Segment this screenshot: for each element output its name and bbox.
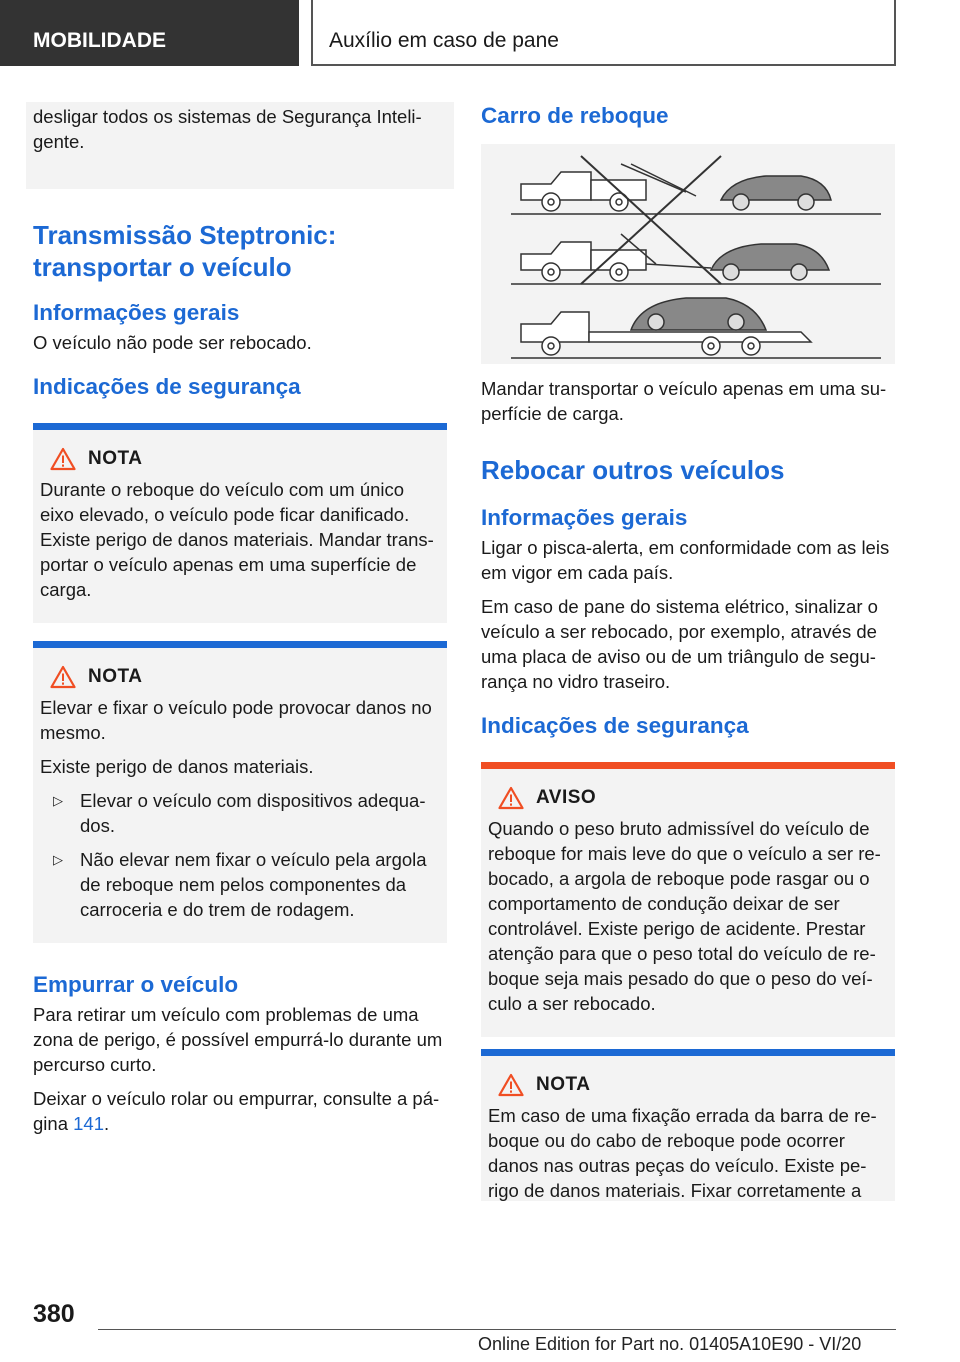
tow-truck-illustration [481,144,895,364]
section-tab [0,0,299,66]
push-heading: Empurrar o veículo [33,972,239,997]
tow-text: Mandar transportar o veículo apenas em uma su‐perfície de carga. [481,378,887,424]
right-column [481,102,895,1201]
push-text-2 [33,1086,447,1136]
info-heading: Informações gerais [33,300,240,325]
left-column [33,102,447,1145]
warning-triangle-icon [50,665,76,689]
note-header [40,447,440,471]
note-box-1 [33,423,447,623]
intro-box [26,102,454,189]
page-number: 380 [33,1300,75,1328]
note-header [40,665,440,689]
warning-triangle-icon [50,447,76,471]
warning-triangle-icon [498,786,524,810]
note-label: NOTA [88,448,143,469]
warning-label: AVISO [536,787,597,808]
note-label: NOTA [536,1074,591,1095]
page-reference-link[interactable]: 141 [73,1113,104,1134]
note-label: NOTA [88,666,143,687]
triangle-bullet-icon: ▷ [53,852,63,867]
list-item-text: Elevar o veículo com dispositivos adequa‐dos. [80,790,426,836]
warning-triangle-icon [498,1073,524,1097]
triangle-bullet-icon: ▷ [53,793,63,808]
chapter-title-tab [311,0,896,66]
section-heading-tow-others: Rebocar outros veículos [481,455,785,485]
list-item-text: Não elevar nem fixar o veículo pela argola de reboque nem pelos componentes da carroceria e do trem de rodagem. [80,849,427,920]
section-label: MOBILIDADE [33,29,166,52]
warning-box [481,762,895,1037]
note-box-2 [33,641,447,943]
list-item [40,788,440,838]
info-heading-right: Informações gerais [481,505,688,530]
info-text-1: Ligar o pisca-alerta, em conformidade com as leis em vigor em cada país. [481,537,890,583]
push-text-1: Para retirar um veículo com problemas de uma zona de perigo, é possível empurrá-lo durante um percurso curto. [33,1004,443,1075]
note-text: Existe perigo de danos materiais. [40,756,314,777]
list-item [40,847,440,922]
chapter-title: Auxílio em caso de pane [329,29,559,52]
note-text: Durante o reboque do veículo com um único eixo elevado, o veículo pode ficar danificado. Existe perigo de danos materiais. Mandar trans‐portar o veículo apenas em uma superfície de carga. [40,479,434,600]
safety-heading-right: Indicações de segurança [481,713,749,738]
safety-heading: Indicações de segurança [33,374,301,399]
info-text: O veículo não pode ser rebocado. [33,332,312,353]
note-text: Elevar e fixar o veículo pode provocar danos no mesmo. [40,697,432,743]
warning-text: Quando o peso bruto admissível do veículo de reboque for mais leve do que o veículo a ser re‐bocado, a argola de reboque pode rasgar ou o comportamento de condução deixar de ser controlável. Existe perigo de acidente. Prestar atenção para que o peso total do veículo de re‐boque seja mais pesado do que o peso do veí‐culo a ser rebocado. [488,818,881,1014]
note-box-3 [481,1049,895,1201]
push-text-2-main: Deixar o veículo rolar ou empurrar, consulte a pá‐gina [33,1088,440,1134]
section-heading-steptronic: Transmissão Steptronic: transportar o veículo [33,220,337,282]
push-text-2-end: . [104,1113,110,1134]
note-text: Em caso de uma fixação errada da barra de re‐boque ou do cabo de reboque pode ocorrer danos nas outras peças do veículo. Existe pe‐rigo de danos materiais. Fixar corretamente a [488,1105,877,1201]
tow-truck-heading: Carro de reboque [481,103,669,128]
warning-header [488,786,888,810]
note-header [488,1073,888,1097]
edition-text: Online Edition for Part no. 01405A10E90 - VI/20 [478,1334,862,1354]
info-text-2: Em caso de pane do sistema elétrico, sinalizar o veículo a ser rebocado, por exemplo, através de uma placa de aviso ou de um triângulo de segu‐rança no vidro traseiro. [481,596,878,692]
intro-text: desligar todos os sistemas de Segurança Inteli‐gente. [33,106,422,152]
tow-truck-diagram [481,144,895,364]
footer-divider [98,1329,896,1330]
